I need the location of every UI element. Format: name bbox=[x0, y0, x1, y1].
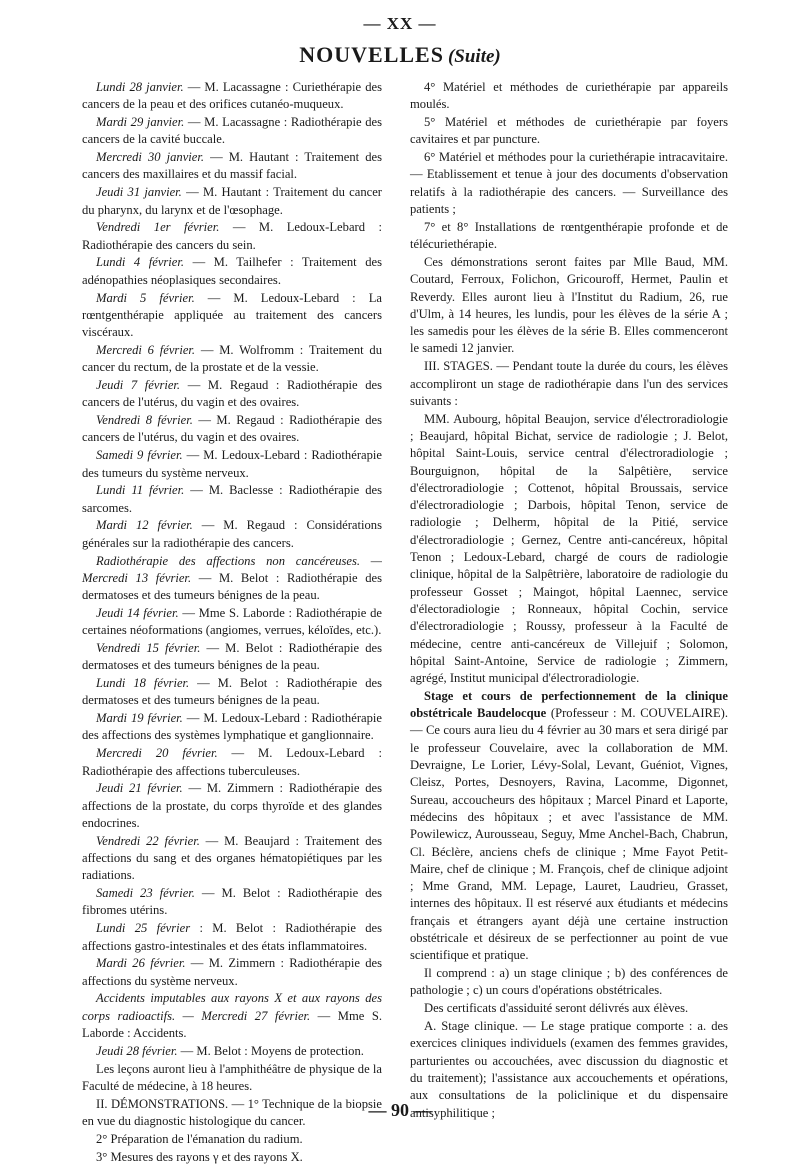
paragraph bbox=[410, 1000, 728, 1017]
paragraph-text: 6° Matériel et méthodes pour la curiethérapie intracavitaire. — Etablissement et tenue à jour des documents d'observation relatifs à la radiothérapie des cancers. — Surveillance des patients ; bbox=[410, 150, 728, 217]
schedule-entry bbox=[82, 377, 382, 412]
entry-date: Jeudi 7 février. bbox=[96, 378, 181, 393]
schedule-entry bbox=[82, 833, 382, 885]
entry-text: Les leçons auront lieu à l'amphithéâtre de physique de la Faculté de médecine, à 18 heures. bbox=[82, 1061, 382, 1093]
paragraph bbox=[410, 254, 728, 358]
paragraph-text: Il comprend : a) un stage clinique ; b) des conférences de pathologie ; c) un cours d'opérations obstétricales. bbox=[410, 966, 728, 998]
schedule-entry bbox=[82, 1149, 382, 1166]
schedule-entry bbox=[82, 412, 382, 447]
entry-date: Mardi 5 février. bbox=[96, 290, 195, 305]
paragraph-text: Des certificats d'assiduité seront délivrés aux élèves. bbox=[424, 1001, 689, 1016]
schedule-entry bbox=[82, 990, 382, 1042]
entry-date: Vendredi 8 février. bbox=[96, 413, 193, 428]
entry-text: — M. Ledoux-Lebard : Radiothérapie des tumeurs du système nerveux. bbox=[82, 448, 382, 480]
schedule-entry bbox=[82, 447, 382, 482]
section-title: NOUVELLES bbox=[299, 42, 444, 67]
schedule-entry bbox=[82, 885, 382, 920]
paragraph-text: A. Stage clinique. — Le stage pratique comporte : a. des exercices cliniques individuels (examen des femmes gravides, parturientes ou accouchées, avec discussion du diagnostic et du traitement); l'assistance aux accouchements et opérations, aux consultations de la policlinique et du dispensaire antisyphilitique ; bbox=[410, 1019, 728, 1120]
entry-text: — M. Lacassagne : Radiothérapie des cancers de la cavité buccale. bbox=[82, 115, 382, 147]
entry-text: — M. Wolfromm : Traitement du cancer du rectum, de la prostate et de la vessie. bbox=[82, 342, 382, 375]
entry-text: — M. Ledoux-Lebard : La rœntgenthérapie appliquée au traitement des cancers viscéraux. bbox=[82, 290, 382, 340]
entry-date: Mardi 26 février. bbox=[96, 956, 186, 971]
entry-text: — M. Tailhefer : Traitement des adénopathies néoplasiques secondaires. bbox=[82, 255, 382, 287]
schedule-entry bbox=[82, 780, 382, 832]
paragraph bbox=[410, 219, 728, 254]
schedule-entry bbox=[82, 114, 382, 149]
paragraph-text: (Professeur : M. COUVELAIRE). — Ce cours aura lieu du 4 février au 30 mars et sera dirigé par le professeur Couvelaire, avec la collaboration de MM. Devraigne, Le Lorier, Lévy-Solal, Levant, Guéniot, Vignes, Cleisz, Portes, Desnoyers, Ravina, Lacomme, Digonnet, Sureau, accoucheurs des hôpitaux ; Marcel Pinard et Laporte, médecins des hôpitaux ; et avec l'assistance de MM. Powilewicz, Aurousseau, Seguy, Mme Anchel-Bach, Chabrun, Cl. Béclère, anciens chefs de clinique ; Mme Fayot Petit-Maire, chef de clinique ; M. François, chef de clinique adjoint ; Mme Grand, MM. Lepage, Lauret, Laudrieu, Grasset, internes des hôpitaux. Il est réservé aux étudiants et médecins français et étrangers ayant déjà une certaine instruction obstétricale et désireux de se perfectionner au point de vue scientifique et pratique. bbox=[410, 706, 728, 963]
entry-date: Jeudi 31 janvier. bbox=[96, 185, 182, 200]
paragraph-heading: Stage et cours de perfectionnement de la clinique obstétricale Baudelocque bbox=[410, 688, 728, 721]
entry-date: Vendredi 1er février. bbox=[96, 220, 220, 235]
schedule-entry bbox=[82, 184, 382, 219]
entry-text: — M. Regaud : Considérations générales sur la radiothérapie des cancers. bbox=[82, 518, 382, 550]
entry-text: — M. Baclesse : Radiothérapie des sarcomes. bbox=[82, 483, 382, 515]
entry-text: 3° Mesures des rayons γ et des rayons X. bbox=[96, 1149, 303, 1164]
paragraph-text: 5° Matériel et méthodes de curiethérapie par foyers cavitaires et par puncture. bbox=[410, 115, 728, 147]
entry-text: — M. Ledoux-Lebard : Radiothérapie des affections tuberculeuses. bbox=[82, 746, 382, 778]
entry-date: Mardi 29 janvier. bbox=[96, 115, 185, 130]
entry-date: Accidents imputables aux rayons X et aux rayons des corps radioactifs. — Mercredi 27 février. bbox=[82, 991, 382, 1023]
section-subtitle: (Suite) bbox=[447, 46, 501, 67]
schedule-entry bbox=[82, 920, 382, 955]
entry-text: — M. Regaud : Radiothérapie des cancers de l'utérus, du vagin et des ovaires. bbox=[82, 378, 383, 410]
entry-text: — M. Belot : Radiothérapie des fibromes utérins. bbox=[82, 886, 382, 918]
entry-date: Vendredi 15 février. bbox=[96, 641, 201, 655]
schedule-entry bbox=[82, 517, 382, 552]
schedule-entry bbox=[82, 710, 382, 745]
schedule-entry bbox=[82, 219, 382, 254]
schedule-entry bbox=[82, 675, 382, 710]
entry-date: Mercredi 6 février. bbox=[96, 342, 196, 357]
paragraph-text: 7° et 8° Installations de rœntgenthérapie profonde et de télécuriethérapie. bbox=[410, 219, 728, 252]
entry-date: Samedi 23 février. bbox=[96, 886, 195, 901]
paragraph bbox=[410, 358, 728, 410]
entry-date: Radiothérapie des affections non cancéreuses. — Mercredi 13 février. bbox=[82, 553, 382, 585]
paragraph bbox=[410, 79, 728, 114]
entry-text: — M. Zimmern : Radiothérapie des affections de la prostate, du corps thyroïde et des glandes endocrines. bbox=[82, 781, 383, 830]
schedule-entry bbox=[82, 640, 382, 675]
entry-date: Mercredi 20 février. bbox=[96, 746, 218, 761]
entry-date: Mardi 19 février. bbox=[96, 711, 183, 726]
schedule-entry bbox=[82, 482, 382, 517]
entry-date: Lundi 4 février. bbox=[96, 255, 185, 270]
schedule-entry bbox=[82, 79, 382, 114]
left-column bbox=[82, 79, 382, 1166]
entry-date: Vendredi 22 février. bbox=[96, 833, 200, 848]
entry-date: Jeudi 28 février. bbox=[96, 1043, 178, 1058]
entry-text: — M. Belot : Moyens de protection. bbox=[177, 1043, 364, 1058]
paragraph bbox=[410, 114, 728, 149]
paragraph-text: Ces démonstrations seront faites par Mlle Baud, MM. Coutard, Ferroux, Folichon, Gricouroff, Hermet, Paulin et Reverdy. Elles auront lieu à l'Institut du Radium, 26, rue d'Ulm, à 14 heures, les lundis, pour les élèves de la série A ; les samedis pour les élèves de la série B. Elles commenceront le samedi 12 janvier. bbox=[410, 254, 728, 356]
entry-date: Lundi 18 février. bbox=[96, 676, 190, 691]
schedule-entry bbox=[82, 1061, 382, 1096]
schedule-entry bbox=[82, 290, 382, 342]
schedule-entry bbox=[82, 553, 382, 605]
entry-text: — M. Lacassagne : Curiethérapie des cancers de la peau et des orifices cutanéo-muqueux. bbox=[82, 80, 382, 112]
entry-date: Lundi 11 février. bbox=[96, 483, 185, 498]
schedule-entry bbox=[82, 1043, 382, 1060]
paragraph-text: MM. Aubourg, hôpital Beaujon, service d'électroradiologie ; Beaujard, hôpital Bichat, service de radiologie ; J. Belot, hôpital Saint-Louis, service central d'électroradiologie ; Bourguignon, hôpital de la Salpêtière, service d'électroradiologie ; Cottenot, hôpital Broussais, service d'électroradiologie ; Darbois, hôpital Tenon, service de radiologie ; Delherm, hôpital de la Pitié, service d'électroradiologie ; Gernez, Centre anti-cancéreux, hôpital Tenon ; Ledoux-Lebard, chargé de cours de radiologie clinique, hôpital de la Salpêtrière, laboratoire de radiologie du professeur Gosset ; Maingot, hôpital Laennec, service d'électoradiologie ; Ronneaux, hôpital Cochin, service d'électroradiologie ; Roussy, professeur à la Faculté de médecine, centre anti-cancéreux de Villejuif ; Solomon, hôpital Saint-Antoine, Service de radiologie ; Zimmern, agrégé, Institut municipal d'électroradiologie. bbox=[410, 411, 728, 686]
entry-date: Lundi 25 février bbox=[96, 921, 191, 936]
entry-text: — M. Belot : Radiothérapie des dermatoses et des tumeurs bénignes de la peau. bbox=[82, 641, 382, 673]
schedule-entry bbox=[82, 955, 382, 990]
entry-text: — M. Beaujard : Traitement des affections du sang et des organes hématopiétiques par les radiations. bbox=[82, 833, 382, 883]
entry-date: Lundi 28 janvier. bbox=[96, 80, 184, 94]
page-number: — 90 — bbox=[368, 1100, 432, 1120]
entry-date: Samedi 9 février. bbox=[96, 448, 183, 463]
entry-text: — M. Zimmern : Radiothérapie des affections du système nerveux. bbox=[82, 956, 382, 988]
entry-text: — Mme S. Laborde : Accidents. bbox=[82, 1008, 382, 1041]
entry-text: — M. Regaud : Radiothérapie des cancers de l'utérus, du vagin et des ovaires. bbox=[82, 413, 382, 445]
paragraph bbox=[410, 688, 728, 965]
entry-text: — M. Belot : Radiothérapie des dermatoses et des tumeurs bénignes de la peau. bbox=[82, 570, 382, 603]
schedule-entry bbox=[82, 254, 382, 289]
entry-date: Mercredi 30 janvier. bbox=[96, 150, 205, 165]
entry-text: — Mme S. Laborde : Radiothérapie de certaines néoformations (angiomes, verrues, kéloïdes, etc.). bbox=[82, 605, 382, 638]
schedule-entry bbox=[82, 342, 382, 377]
section-heading bbox=[0, 42, 800, 68]
paragraph bbox=[410, 149, 728, 218]
right-column bbox=[410, 79, 728, 1122]
folio: — XX — bbox=[363, 14, 437, 33]
entry-text: — M. Hautant : Traitement des cancers des maxillaires et du massif facial. bbox=[82, 150, 382, 182]
entry-date: Mardi 12 février. bbox=[96, 518, 193, 533]
paragraph-text: 4° Matériel et méthodes de curiethérapie par appareils moulés. bbox=[410, 80, 728, 112]
entry-text: — M. Ledoux-Lebard : Radiothérapie des affections des systèmes lymphatique et ganglionnaire. bbox=[82, 711, 382, 743]
entry-text: II. DÉMONSTRATIONS. — 1° Technique de la biopsie en vue du diagnostic histologique du cancer. bbox=[82, 1096, 382, 1129]
entry-text: 2° Préparation de l'émanation du radium. bbox=[96, 1131, 303, 1146]
paragraph bbox=[410, 965, 728, 1000]
entry-date: Jeudi 14 février. bbox=[96, 605, 179, 620]
schedule-entry bbox=[82, 745, 382, 780]
entry-text: — M. Ledoux-Lebard : Radiothérapie des cancers du sein. bbox=[82, 220, 382, 252]
entry-text: — M. Belot : Radiothérapie des dermatoses et des tumeurs bénignes de la peau. bbox=[82, 676, 382, 708]
schedule-entry bbox=[82, 149, 382, 184]
entry-text: : M. Belot : Radiothérapie des affections gastro-intestinales et des états inflammatoires. bbox=[82, 921, 382, 953]
paragraph-text: III. STAGES. — Pendant toute la durée du cours, les élèves accompliront un stage de radiothérapie dans l'un des services suivants : bbox=[410, 359, 728, 408]
paragraph bbox=[410, 411, 728, 688]
entry-date: Jeudi 21 février. bbox=[96, 781, 183, 796]
schedule-entry bbox=[82, 605, 382, 640]
entry-text: — M. Hautant : Traitement du cancer du pharynx, du larynx et de l'œsophage. bbox=[82, 185, 382, 217]
